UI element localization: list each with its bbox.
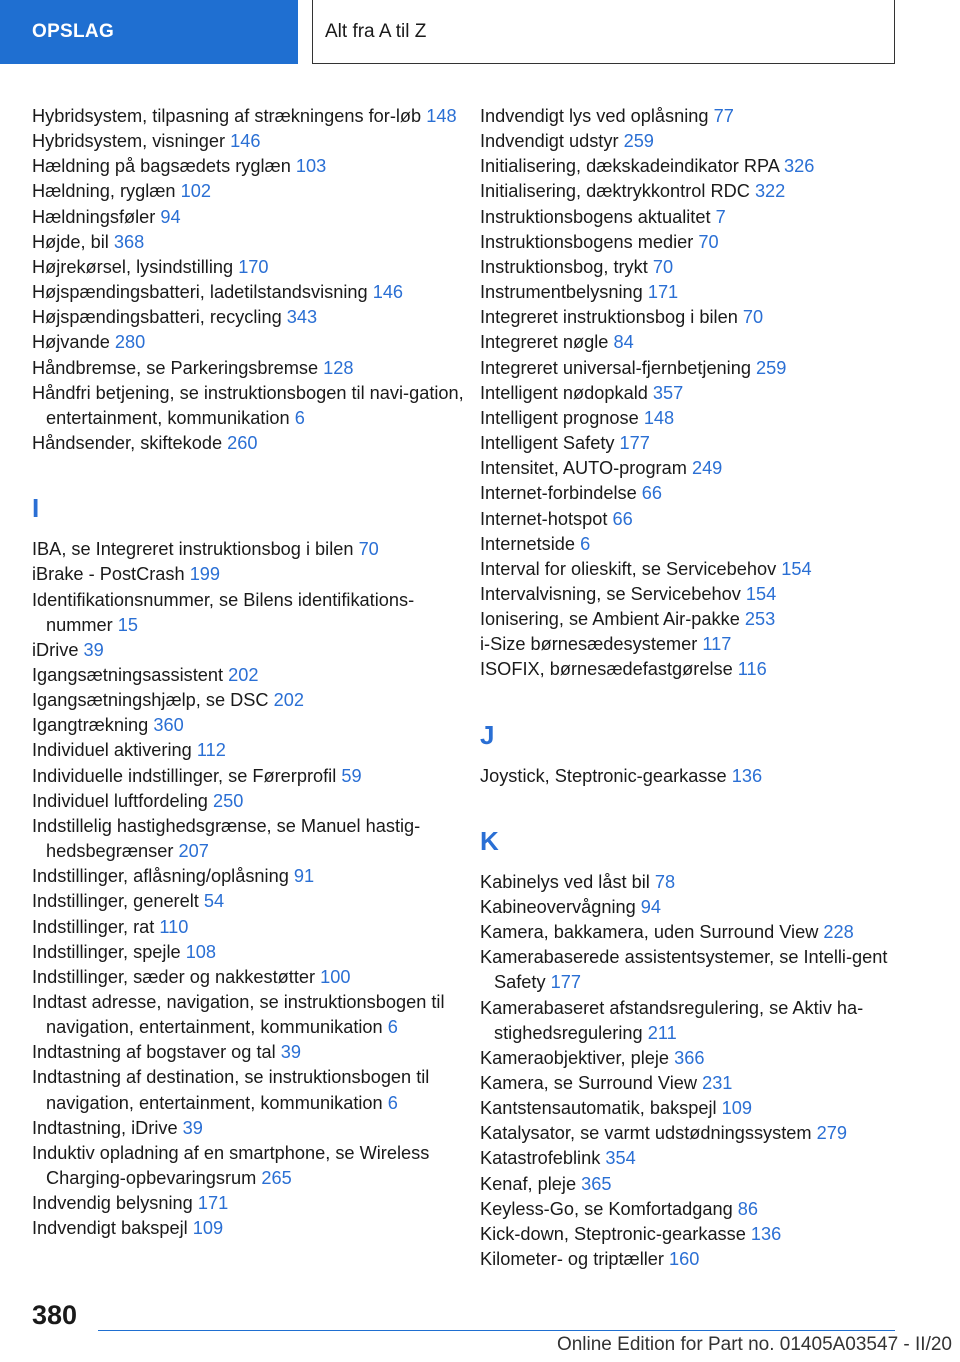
index-entry (480, 1222, 900, 1247)
index-entry (32, 1216, 472, 1241)
index-letter-heading: J (480, 719, 495, 750)
page-reference-link[interactable]: 202 (228, 664, 259, 685)
index-entry (32, 154, 472, 179)
index-entry-text: Højspændingsbatteri, recycling (32, 307, 282, 328)
index-entry-text: Igangsætningsassistent (32, 664, 224, 685)
index-entry (32, 431, 472, 456)
page-reference-link[interactable]: 108 (185, 941, 217, 962)
page-reference-link[interactable]: 170 (238, 256, 269, 277)
index-entry (480, 1247, 900, 1272)
index-entry-text: IBA, se Integreret instruktionsbog i bilen (32, 539, 354, 560)
index-entry (32, 562, 472, 587)
index-entry-text: Kameraobjektiver, pleje (480, 1047, 670, 1068)
page-reference-link[interactable]: 102 (180, 181, 211, 202)
index-entry (480, 996, 900, 1046)
index-entry-text: Instruktionsbogens aktualitet (480, 206, 711, 227)
index-entry (480, 532, 900, 557)
index-entry-text: iBrake - PostCrash (32, 564, 185, 585)
index-entry-text: Indstillinger, generelt (32, 891, 199, 912)
index-entry (32, 305, 472, 330)
page-reference-link[interactable]: 199 (189, 564, 221, 585)
page-reference-link[interactable]: 84 (613, 332, 634, 353)
page-reference-link[interactable]: 249 (691, 458, 723, 479)
index-entry-text: Instruktionsbog, trykt (480, 256, 648, 277)
page-reference-link[interactable]: 78 (654, 871, 676, 892)
index-entry (480, 507, 900, 532)
index-entry-text: Interval for olieskift, se Servicebehov (480, 558, 777, 579)
index-entry (32, 1141, 472, 1191)
index-entry (32, 940, 472, 965)
index-entry-text: Hældningsføler (32, 206, 156, 227)
page-reference-link[interactable]: 326 (783, 156, 815, 177)
index-entry-text: Initialisering, dæktrykkontrol RDC (480, 181, 750, 202)
index-entry (480, 104, 900, 129)
index-entry-text: Indstillelig hastighedsgrænse, se Manuel hastig-hedsbegrænser (32, 815, 421, 862)
page-reference-link[interactable]: 146 (230, 131, 261, 152)
index-entry (32, 764, 472, 789)
index-entry (480, 280, 900, 305)
index-entry-text: Indvendigt bakspejl (32, 1218, 188, 1239)
index-entry (32, 1191, 472, 1216)
page-reference-link[interactable]: 6 (580, 533, 591, 554)
index-entry-text: Højvande (32, 332, 110, 353)
index-entry (32, 814, 472, 864)
page-reference-link[interactable]: 154 (781, 558, 812, 579)
index-entry-text: Kamera, se Surround View (480, 1073, 698, 1093)
index-entry-text: Individuel aktivering (32, 740, 192, 761)
page-title-text: Alt fra A til Z (325, 20, 427, 42)
index-entry (480, 179, 900, 204)
index-entry (480, 1096, 900, 1121)
index-entry (32, 889, 472, 914)
index-entry-text: Hældning på bagsædets ryglæn (32, 156, 291, 177)
index-entry-text: Individuel luftfordeling (32, 790, 208, 811)
index-entry (32, 990, 472, 1040)
index-entry (32, 179, 472, 204)
index-entry-text: Kilometer- og triptæller (480, 1249, 664, 1270)
page-reference-link[interactable]: 128 (323, 357, 354, 378)
page-reference-link[interactable]: 148 (643, 407, 675, 428)
index-entry (32, 663, 472, 688)
index-entry (32, 255, 472, 280)
page-reference-link[interactable]: 39 (83, 639, 104, 660)
page-reference-link[interactable]: 86 (737, 1198, 759, 1219)
index-entry-text: Kabinelys ved låst bil (480, 871, 650, 892)
index-entry-text: Indvendigt lys ved oplåsning (480, 106, 709, 126)
page-reference-link[interactable]: 202 (273, 690, 304, 711)
page-reference-link[interactable]: 250 (213, 790, 244, 811)
index-entry-text: Internetside (480, 533, 576, 554)
index-entry (480, 1121, 900, 1146)
page-number: 380 (32, 1300, 78, 1330)
page-reference-link[interactable]: 54 (203, 891, 225, 912)
page-reference-link[interactable]: 177 (619, 433, 650, 454)
page-reference-link[interactable]: 177 (550, 972, 581, 993)
page-reference-link[interactable]: 360 (153, 715, 184, 736)
page-reference-link[interactable]: 6 (294, 407, 305, 428)
index-entry (480, 870, 900, 895)
index-entry (32, 129, 472, 154)
index-entry-text: Indtastning af destination, se instruktionsbogen til navigation, entertainment, kommunikation (32, 1067, 430, 1113)
page-reference-link[interactable]: 207 (178, 841, 209, 862)
page-reference-link[interactable]: 259 (756, 357, 787, 378)
index-entry (480, 920, 900, 945)
index-entry-text: Indvendigt udstyr (480, 131, 619, 152)
index-entry (32, 1065, 472, 1115)
page-reference-link[interactable]: 228 (823, 922, 854, 943)
index-entry-text: Keyless-Go, se Komfortadgang (480, 1198, 733, 1219)
index-entry (32, 965, 472, 990)
page-reference-link[interactable]: 70 (698, 231, 719, 252)
index-entry-text: Initialisering, dækskadeindikator RPA (480, 156, 779, 177)
index-entry-text: Intervalvisning, se Servicebehov (480, 583, 741, 604)
page-reference-link[interactable]: 343 (286, 307, 318, 328)
page-title (312, 0, 895, 64)
index-entry (480, 1197, 900, 1222)
index-entry-text: Ionisering, se Ambient Air-pakke (480, 609, 740, 630)
index-entry-text: Identifikationsnummer, se Bilens identifikations-nummer (32, 589, 415, 635)
page-reference-link[interactable]: 103 (295, 156, 327, 177)
section-spacer (480, 683, 900, 705)
page-reference-link[interactable]: 148 (426, 106, 457, 126)
index-entry (480, 1046, 900, 1071)
page-reference-link[interactable]: 259 (623, 131, 654, 152)
index-entry-text: Højrekørsel, lysindstilling (32, 256, 234, 277)
page-reference-link[interactable]: 6 (387, 1092, 398, 1113)
index-entry-text: Kantstensautomatik, bakspejl (480, 1098, 717, 1119)
index-entry (480, 356, 900, 381)
index-entry (480, 1071, 900, 1096)
index-entry (32, 713, 472, 738)
index-entry-text: Kick-down, Steptronic-gearkasse (480, 1223, 746, 1244)
index-entry (480, 406, 900, 431)
page-reference-link[interactable]: 171 (647, 282, 679, 303)
page-reference-link[interactable]: 70 (652, 256, 674, 277)
index-entry (480, 230, 900, 255)
index-entry (480, 255, 900, 280)
section-tab (0, 0, 298, 64)
page-reference-link[interactable]: 354 (605, 1148, 636, 1169)
index-entry-text: Integreret instruktionsbog i bilen (480, 307, 738, 328)
index-entry-text: Igangsætningshjælp, se DSC (32, 690, 269, 711)
index-entry-text: Håndsender, skiftekode (32, 433, 223, 454)
index-entry-text: Igangtrækning (32, 715, 149, 736)
index-entry-text: Hældning, ryglæn (32, 181, 176, 202)
page-reference-link[interactable]: 100 (320, 966, 351, 987)
index-entry-text: Individuelle indstillinger, se Førerprofil (32, 765, 337, 786)
index-entry-text: Indstillinger, spejle (32, 941, 181, 962)
index-entry-text: Hybridsystem, visninger (32, 131, 226, 152)
page-reference-link[interactable]: 260 (227, 433, 258, 454)
index-entry (32, 638, 472, 663)
index-entry-text: Kabineovervågning (480, 896, 636, 917)
page-reference-link[interactable]: 160 (669, 1249, 700, 1270)
index-entry (32, 330, 472, 355)
index-entry-text: Kamerabaseret afstandsregulering, se Aktiv ha-stighedsregulering (480, 997, 864, 1043)
index-entry-text: Indstillinger, aflåsning/oplåsning (32, 866, 289, 887)
page-reference-link[interactable]: 211 (647, 1022, 677, 1043)
page-reference-link[interactable]: 112 (196, 740, 226, 761)
index-entry-text: Indvendig belysning (32, 1193, 193, 1214)
page-reference-link[interactable]: 109 (192, 1218, 224, 1239)
index-entry-text: Instruktionsbogens medier (480, 231, 694, 252)
index-entry-text: ISOFIX, børnesædefastgørelse (480, 659, 733, 680)
index-entry-text: Induktiv opladning af en smartphone, se Wireless Charging-opbevaringsrum (32, 1142, 430, 1189)
index-entry (480, 1172, 900, 1197)
page-reference-link[interactable]: 109 (721, 1098, 752, 1119)
index-entry-text: Integreret nøgle (480, 332, 609, 353)
page-reference-link[interactable]: 66 (612, 508, 633, 529)
index-entry (32, 688, 472, 713)
page-reference-link[interactable]: 77 (713, 106, 734, 126)
section-spacer (32, 456, 472, 478)
page-reference-link[interactable]: 365 (581, 1173, 612, 1194)
page-reference-link[interactable]: 357 (652, 382, 684, 403)
index-entry-text: Indtastning af bogstaver og tal (32, 1042, 276, 1063)
index-entry (480, 1146, 900, 1171)
page-reference-link[interactable]: 116 (737, 659, 767, 680)
page-reference-link[interactable]: 39 (280, 1042, 301, 1063)
index-entry (32, 1116, 472, 1141)
page-reference-link[interactable]: 94 (640, 896, 662, 917)
index-entry (32, 789, 472, 814)
index-entry (480, 305, 900, 330)
page-reference-link[interactable]: 70 (742, 307, 764, 328)
index-entry (480, 607, 900, 632)
index-entry (32, 738, 472, 763)
index-entry-text: Højspændingsbatteri, ladetilstandsvisning (32, 282, 368, 303)
index-entry-text: Intelligent nødopkald (480, 382, 648, 403)
index-letter-heading: I (32, 493, 40, 524)
page-reference-link[interactable]: 15 (117, 614, 138, 635)
index-entry-text: Indtast adresse, navigation, se instruktionsbogen til navigation, entertainment, kommunikation (32, 992, 445, 1038)
footer-divider (98, 1330, 895, 1331)
footer-edition: Online Edition for Part no. 01405A03547 - II/20 (556, 1334, 952, 1355)
index-entry-text: Kamera, bakkamera, uden Surround View (480, 922, 819, 943)
page-reference-link[interactable]: 136 (731, 765, 763, 786)
page-reference-link[interactable]: 6 (387, 1017, 398, 1038)
page-reference-link[interactable]: 110 (159, 916, 189, 937)
index-entry-text: Kamerabaserede assistentsystemer, se Intelli-gent Safety (480, 947, 888, 993)
index-entry (480, 895, 900, 920)
index-entry (480, 431, 900, 456)
page-reference-link[interactable]: 280 (114, 332, 146, 353)
index-entry-text: i-Size børnesædesystemer (480, 634, 698, 655)
page-reference-link[interactable]: 136 (750, 1223, 782, 1244)
index-entry-text: Højde, bil (32, 231, 109, 252)
index-entry-text: Hybridsystem, tilpasning af strækningens for-løb (32, 106, 422, 126)
index-entry (32, 104, 472, 129)
index-entry (480, 657, 900, 682)
index-entry-text: Internet-forbindelse (480, 483, 637, 504)
index-entry-text: Katalysator, se varmt udstødningssystem (480, 1123, 812, 1144)
index-entry-text: Internet-hotspot (480, 508, 608, 529)
page-reference-link[interactable]: 91 (293, 866, 315, 887)
index-entry (32, 588, 472, 638)
index-entry-text: Integreret universal-fjernbetjening (480, 357, 751, 378)
page-reference-link[interactable]: 279 (816, 1123, 847, 1144)
page-reference-link[interactable]: 7 (715, 206, 726, 227)
index-entry (32, 381, 472, 431)
index-entry (480, 381, 900, 406)
section-label: OPSLAG (32, 21, 115, 42)
index-entry-text: iDrive (32, 639, 79, 660)
index-letter-heading: K (480, 825, 499, 856)
page-reference-link[interactable]: 59 (341, 765, 362, 786)
index-column-left (32, 104, 472, 1242)
index-entry-text: Intelligent Safety (480, 433, 615, 454)
index-entry (480, 205, 900, 230)
page-reference-link[interactable]: 70 (358, 539, 379, 560)
page-reference-link[interactable]: 39 (182, 1117, 203, 1138)
index-entry (32, 1040, 472, 1065)
index-entry (480, 582, 900, 607)
index-entry-text: Kenaf, pleje (480, 1173, 577, 1194)
page-reference-link[interactable]: 265 (261, 1168, 292, 1189)
index-entry-text: Indstillinger, rat (32, 916, 155, 937)
index-entry (480, 764, 900, 789)
index-entry-text: Katastrofeblink (480, 1148, 601, 1169)
index-entry-text: Indtastning, iDrive (32, 1117, 178, 1138)
index-entry (32, 537, 472, 562)
index-entry (480, 945, 900, 995)
index-entry (480, 330, 900, 355)
index-entry-text: Indstillinger, sæder og nakkestøtter (32, 966, 316, 987)
page-reference-link[interactable]: 171 (197, 1193, 229, 1214)
index-entry (32, 205, 472, 230)
index-entry (32, 356, 472, 381)
page-reference-link[interactable]: 253 (744, 609, 776, 630)
index-entry (480, 154, 900, 179)
index-entry-text: Intensitet, AUTO-program (480, 458, 687, 479)
index-column-right (480, 104, 900, 1272)
section-spacer (480, 789, 900, 811)
page-reference-link[interactable]: 146 (372, 282, 404, 303)
index-entry-text: Håndbremse, se Parkeringsbremse (32, 357, 319, 378)
page-reference-link[interactable]: 154 (745, 583, 777, 604)
index-entry-text: Intelligent prognose (480, 407, 639, 428)
page-reference-link[interactable]: 66 (641, 483, 663, 504)
page-reference-link[interactable]: 231 (702, 1073, 733, 1093)
index-entry (480, 456, 900, 481)
index-entry (480, 557, 900, 582)
page-reference-link[interactable]: 322 (754, 181, 786, 202)
index-entry (480, 129, 900, 154)
index-entry-text: Instrumentbelysning (480, 282, 643, 303)
index-entry-text: Håndfri betjening, se instruktionsbogen til navi-gation, entertainment, kommunikation (32, 382, 464, 428)
page-reference-link[interactable]: 117 (702, 634, 732, 655)
index-entry (32, 864, 472, 889)
index-entry (480, 481, 900, 506)
index-entry (32, 915, 472, 940)
page-reference-link[interactable]: 368 (113, 231, 145, 252)
page-reference-link[interactable]: 366 (674, 1047, 705, 1068)
index-entry (32, 230, 472, 255)
page-reference-link[interactable]: 94 (160, 206, 181, 227)
index-entry (32, 280, 472, 305)
index-entry (480, 632, 900, 657)
index-entry-text: Joystick, Steptronic-gearkasse (480, 765, 727, 786)
